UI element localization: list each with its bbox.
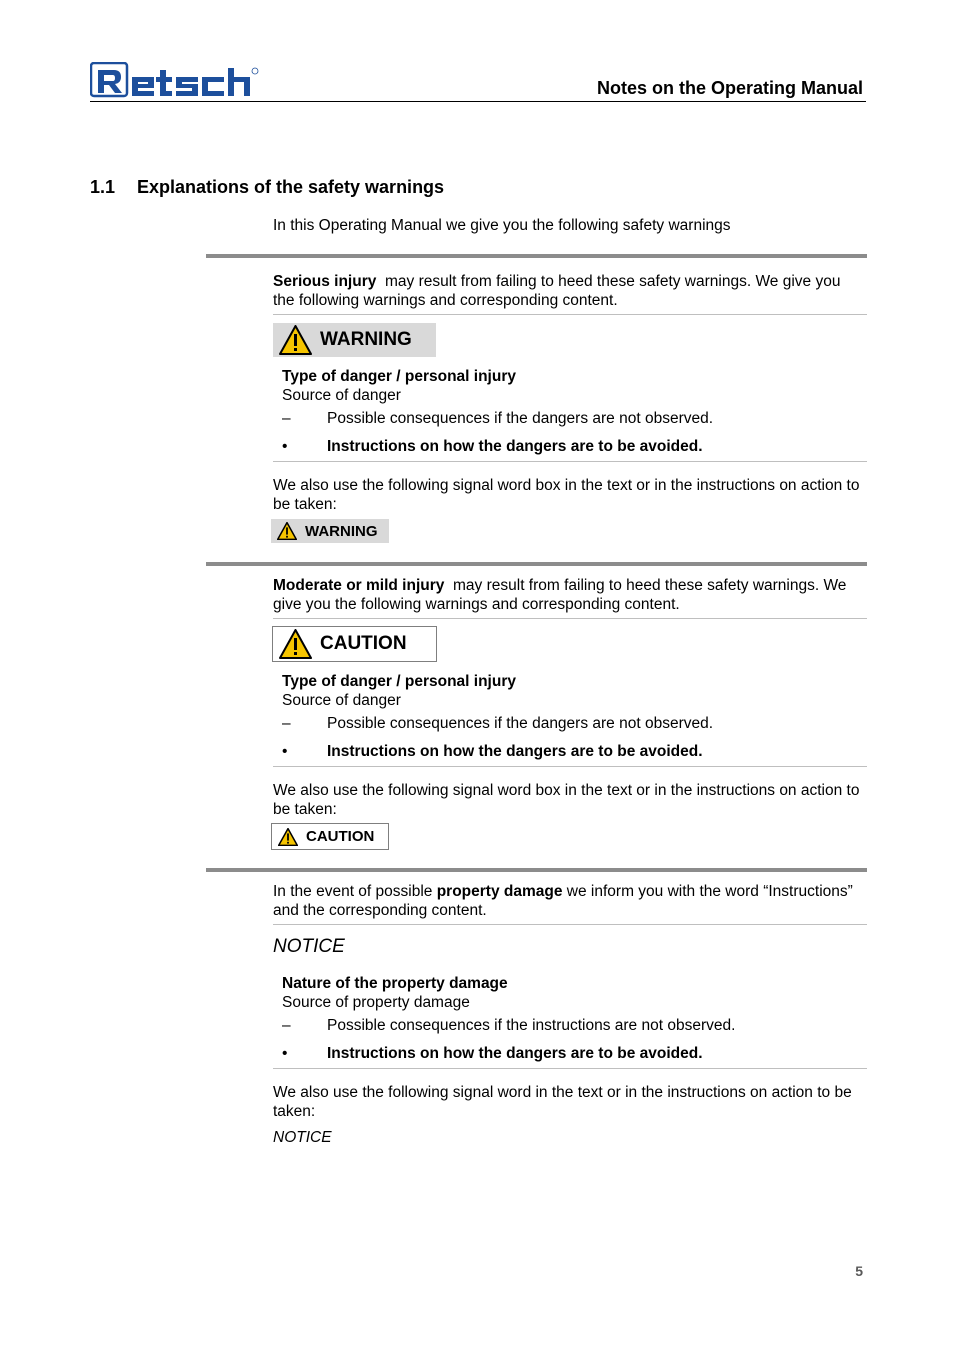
bullet-marker: •: [282, 1045, 288, 1062]
notice-damage-source: Source of property damage: [282, 994, 470, 1011]
rule: [273, 766, 867, 767]
bullet-marker: •: [282, 743, 288, 760]
page-number: 5: [855, 1263, 863, 1279]
notice-lead-post: we inform you with the word “Instructions” and the corresponding content.: [273, 883, 858, 919]
rule: [273, 618, 867, 619]
page-header-title: Notes on the Operating Manual: [596, 78, 863, 98]
rule: [273, 314, 867, 315]
caution-lead: [273, 576, 865, 614]
warning-signal-box: [273, 323, 436, 357]
header-divider: [90, 101, 866, 102]
caution-signal-word: CAUTION: [320, 633, 407, 654]
rule: [273, 924, 867, 925]
warning-lead-bold: Serious injury: [273, 273, 377, 290]
warning-signal-word: WARNING: [320, 329, 412, 350]
section-title: Explanations of the safety warnings: [137, 177, 445, 197]
bullet-marker: •: [282, 438, 288, 455]
notice-lead-pre: In the event of possible: [273, 883, 437, 900]
warning-lead: [273, 272, 865, 310]
caution-small-signal-box: [271, 823, 389, 850]
caution-danger-type: Type of danger / personal injury: [282, 673, 516, 690]
block-divider-caution: [206, 562, 867, 566]
caution-danger-source: Source of danger: [282, 692, 401, 709]
notice-consequences: Possible consequences if the instructions are not observed.: [327, 1017, 736, 1034]
warning-also-text: We also use the following signal word box in the text or in the instructions on action to be taken:: [273, 477, 860, 513]
warning-triangle-icon: [279, 325, 312, 355]
rule: [273, 461, 867, 462]
notice-lead-bold: property damage: [436, 883, 563, 900]
caution-small-signal-word: CAUTION: [306, 828, 375, 845]
section-intro: In this Operating Manual we give you the following safety warnings: [273, 217, 731, 234]
warning-danger-source: Source of danger: [282, 387, 401, 404]
rule: [273, 1068, 867, 1069]
caution-lead-rest: may result from failing to heed these safety warnings. We give you the following warnings and corresponding content.: [273, 577, 851, 613]
dash-marker: –: [282, 410, 291, 427]
block-divider-notice: [206, 868, 867, 872]
section-number: 1.1: [90, 177, 116, 197]
notice-damage-type: Nature of the property damage: [282, 975, 508, 992]
caution-signal-box: [272, 626, 437, 662]
warning-triangle-icon: [278, 828, 298, 846]
dash-marker: –: [282, 715, 291, 732]
notice-instructions: Instructions on how the dangers are to be avoided.: [327, 1045, 703, 1062]
caution-consequences: Possible consequences if the dangers are not observed.: [327, 715, 714, 732]
warning-triangle-icon: [277, 522, 297, 540]
retsch-logo: [90, 62, 260, 98]
notice-also-text: We also use the following signal word in the text or in the instructions on action to be taken:: [273, 1084, 852, 1120]
caution-also-text: We also use the following signal word box in the text or in the instructions on action to be taken:: [273, 782, 860, 818]
warning-small-signal-word: WARNING: [305, 522, 378, 540]
block-divider-warning: [206, 254, 867, 258]
notice-signal-word: NOTICE: [273, 936, 345, 957]
warning-triangle-icon: [279, 629, 312, 659]
notice-lead: [273, 882, 865, 920]
dash-marker: –: [282, 1017, 291, 1034]
warning-small-signal-box: [271, 519, 389, 543]
warning-instructions: Instructions on how the dangers are to be avoided.: [327, 438, 703, 455]
warning-lead-rest: may result from failing to heed these safety warnings. We give you the following warnings and corresponding content.: [273, 273, 845, 309]
warning-danger-type: Type of danger / personal injury: [282, 368, 516, 385]
warning-consequences: Possible consequences if the dangers are not observed.: [327, 410, 714, 427]
caution-lead-bold: Moderate or mild injury: [273, 577, 445, 594]
notice-small-signal-word: NOTICE: [273, 1129, 332, 1146]
caution-instructions: Instructions on how the dangers are to be avoided.: [327, 743, 703, 760]
